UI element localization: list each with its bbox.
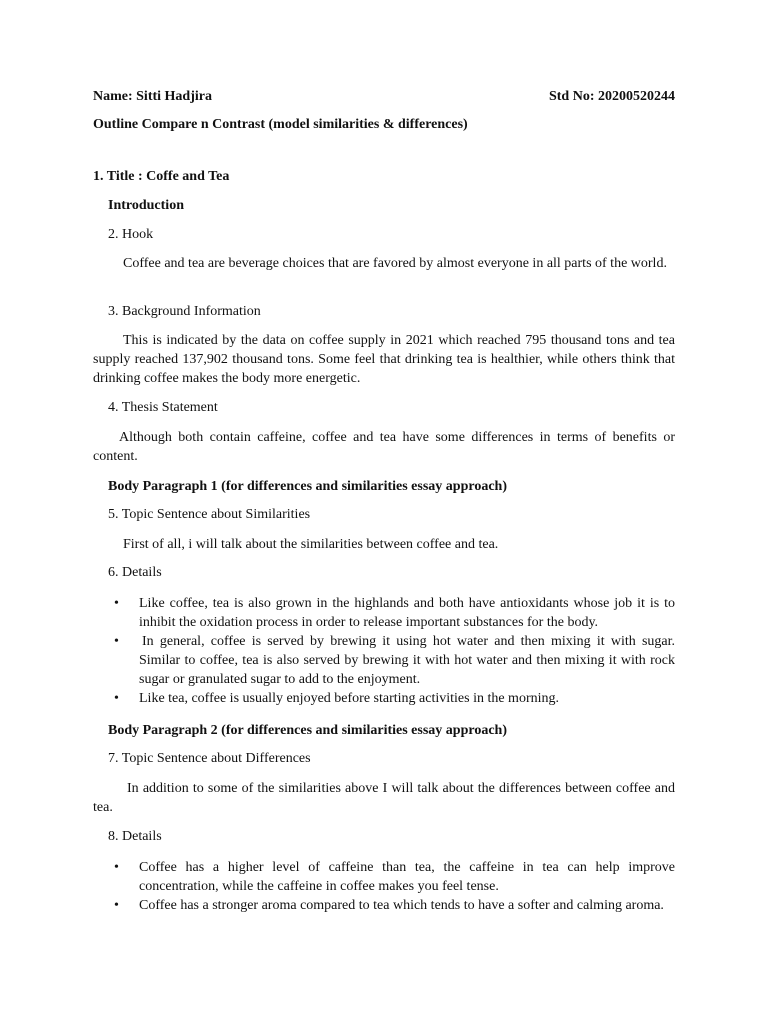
list-item	[93, 896, 675, 915]
details-1-label: 6. Details	[108, 565, 162, 580]
thesis-label: 4. Thesis Statement	[108, 400, 218, 415]
bullet-icon: •	[114, 691, 119, 706]
document-subtitle: Outline Compare n Contrast (model similarities & differences)	[93, 117, 468, 132]
topic-sentence-differences-label: 7. Topic Sentence about Differences	[108, 751, 311, 766]
hook-text: Coffee and tea are beverage choices that are favored by almost everyone in all parts of the world.	[123, 256, 667, 271]
details-1-list	[93, 594, 675, 708]
background-label: 3. Background Information	[108, 304, 261, 319]
body-paragraph-1-heading: Body Paragraph 1 (for differences and similarities essay approach)	[108, 479, 507, 494]
list-item-text: In general, coffee is served by brewing it using hot water and then mixing it with sugar. Similar to coffee, tea is also served by brewing it with hot water and then mixing it with rock sugar or granulated sugar to add to the enjoyment.	[139, 634, 675, 687]
student-number: Std No: 20200520244	[548, 89, 675, 104]
list-item	[93, 632, 675, 689]
details-2-list	[93, 858, 675, 915]
bullet-icon: •	[114, 596, 119, 611]
list-item-text: Like tea, coffee is usually enjoyed before starting activities in the morning.	[139, 691, 559, 706]
topic-sentence-similarities-text: First of all, i will talk about the similarities between coffee and tea.	[123, 537, 499, 552]
background-text: This is indicated by the data on coffee supply in 2021 which reached 795 thousand tons and tea supply reached 137,902 thousand tons. Some feel that drinking tea is healthier, while others think that drinking coffee makes the body more energetic.	[93, 333, 675, 386]
student-name: Name: Sitti Hadjira	[93, 89, 212, 104]
hook-label: 2. Hook	[108, 227, 154, 242]
list-item-text: Coffee has a higher level of caffeine than tea, the caffeine in tea can help improve concentration, while the caffeine in coffee makes you feel tense.	[139, 860, 675, 894]
list-item	[93, 689, 675, 708]
outline-title: 1. Title : Coffe and Tea	[93, 169, 230, 184]
topic-sentence-similarities-label: 5. Topic Sentence about Similarities	[108, 507, 311, 522]
body-paragraph-2-heading: Body Paragraph 2 (for differences and similarities essay approach)	[108, 723, 507, 738]
introduction-heading: Introduction	[108, 198, 184, 213]
list-item-text: Coffee has a stronger aroma compared to tea which tends to have a softer and calming aroma.	[139, 898, 664, 913]
list-item-text: Like coffee, tea is also grown in the highlands and both have antioxidants whose job it is to inhibit the oxidation process in order to release important substances for the body.	[139, 596, 675, 630]
topic-sentence-differences-text: In addition to some of the similarities above I will talk about the differences between coffee and tea.	[93, 781, 675, 815]
list-item	[93, 858, 675, 896]
list-item	[93, 594, 675, 632]
bullet-icon: •	[114, 860, 119, 875]
thesis-text: Although both contain caffeine, coffee and tea have some differences in terms of benefits or content.	[93, 430, 675, 464]
bullet-icon: •	[114, 634, 119, 649]
bullet-icon: •	[114, 898, 119, 913]
details-2-label: 8. Details	[108, 829, 162, 844]
